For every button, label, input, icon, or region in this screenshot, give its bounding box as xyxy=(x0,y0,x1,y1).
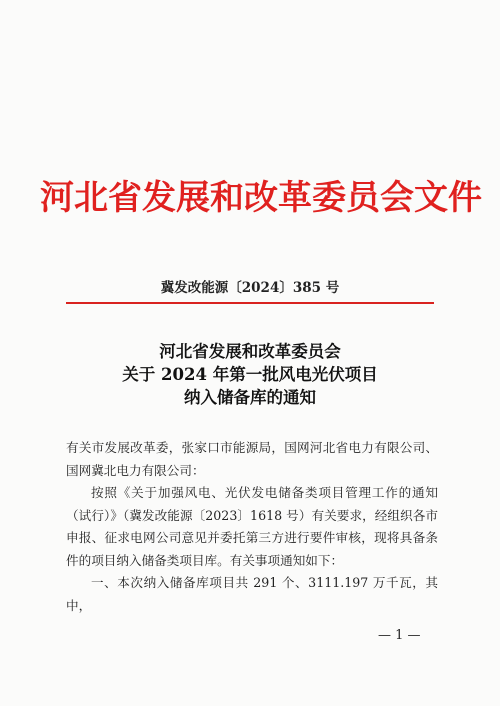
heading-line-3: 纳入储备库的通知 xyxy=(184,388,316,407)
issuer-title: 河北省发展和改革委员会文件 xyxy=(40,178,482,218)
body-paragraph-1: 按照《关于加强风电、光伏发电储备类项目管理工作的通知（试行）》（冀发改能源〔2023〕1618 号）有关要求，经组织各市申报、征求电网公司意见并委托第三方进行要件审核，现将具备条件的项目纳入储备类项目库。有关事项通知如下： xyxy=(66,485,438,568)
red-divider-line xyxy=(66,302,434,304)
heading-line-1: 河北省发展和改革委员会 xyxy=(159,342,341,361)
salutation: 有关市发展改革委，张家口市能源局，国网河北省电力有限公司、国网冀北电力有限公司： xyxy=(66,440,438,478)
page-number: — 1 — xyxy=(378,628,421,643)
document-heading xyxy=(0,340,500,409)
heading-line-2: 关于 2024 年第一批风电光伏项目 xyxy=(122,365,378,384)
document-number: 冀发改能源〔2024〕385 号 xyxy=(160,280,340,296)
document-body xyxy=(66,437,438,617)
body-paragraph-2: 一、本次纳入储备库项目共 291 个、3111.197 万千瓦，其中， xyxy=(66,575,438,613)
